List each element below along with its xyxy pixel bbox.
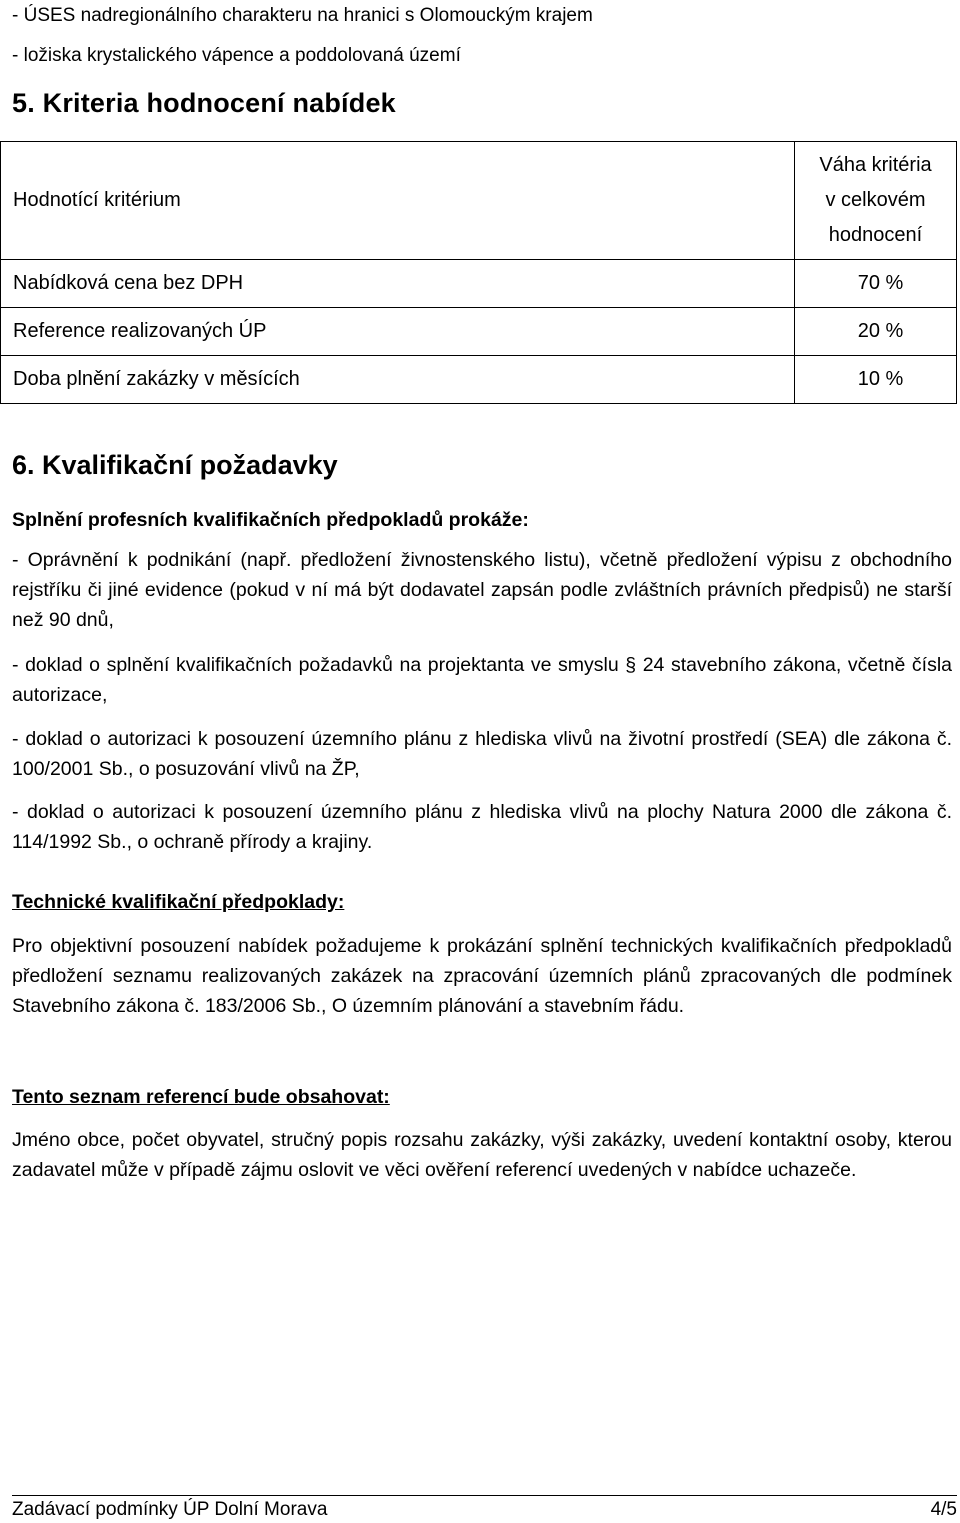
header-weight-line-2: v celkovém bbox=[825, 189, 926, 211]
criterion-cell: Reference realizovaných ÚP bbox=[1, 308, 795, 356]
requirement-item-2: - doklad o splnění kvalifikačních požadavků na projektanta ve smyslu § 24 stavebního zákona, včetně čísla autorizace, bbox=[12, 654, 952, 706]
table-row bbox=[1, 308, 957, 356]
intro-line-2: - ložiska krystalického vápence a poddolovaná území bbox=[12, 45, 461, 66]
requirement-item-1: - Oprávnění k podnikání (např. předložení živnostenského listu), včetně předložení výpisu z obchodního rejstříku či jiné evidence (pokud v ní má být dodavatel zapsán podle zvláštních právních předpisů) ne starší než 90 dnů, bbox=[12, 549, 952, 631]
references-heading: Tento seznam referencí bude obsahovat: bbox=[12, 1086, 390, 1108]
weight-value: 10 % bbox=[857, 368, 904, 390]
table-row bbox=[1, 356, 957, 404]
footer-document-title: Zadávací podmínky ÚP Dolní Morava bbox=[12, 1499, 328, 1520]
footer-page-number: 4/5 bbox=[930, 1499, 957, 1520]
header-weight-line-3: hodnocení bbox=[828, 224, 923, 246]
section-6-heading: 6. Kvalifikační požadavky bbox=[12, 450, 338, 480]
header-criterion: Hodnotící kritérium bbox=[1, 142, 795, 260]
weight-cell bbox=[795, 308, 957, 356]
criterion-cell: Nabídková cena bez DPH bbox=[1, 260, 795, 308]
section-5-heading: 5. Kriteria hodnocení nabídek bbox=[12, 88, 396, 118]
intro-line-1: - ÚSES nadregionálního charakteru na hranici s Olomouckým krajem bbox=[12, 5, 593, 26]
table-row bbox=[1, 260, 957, 308]
weight-value: 20 % bbox=[857, 320, 904, 342]
weight-cell bbox=[795, 356, 957, 404]
criterion-cell: Doba plnění zakázky v měsících bbox=[1, 356, 795, 404]
header-weight-line-1: Váha kritéria bbox=[819, 154, 932, 176]
footer-divider bbox=[12, 1495, 957, 1496]
technical-heading: Technické kvalifikační předpoklady: bbox=[12, 891, 345, 913]
references-text: Jméno obce, počet obyvatel, stručný popis rozsahu zakázky, výši zakázky, uvedení kontaktní osoby, kterou zadavatel může v případě zájmu oslovit ve věci ověření referencí uvedených v nabídce uchazeče. bbox=[12, 1129, 952, 1181]
header-weight bbox=[795, 142, 957, 260]
weight-value: 70 % bbox=[857, 272, 904, 294]
table-header-row bbox=[1, 142, 957, 260]
requirement-item-4: - doklad o autorizaci k posouzení územního plánu z hlediska vlivů na plochy Natura 2000 dle zákona č. 114/1992 Sb., o ochraně přírody a krajiny. bbox=[12, 801, 952, 853]
criteria-table bbox=[0, 141, 957, 404]
section-6-subheading: Splnění profesních kvalifikačních předpokladů prokáže: bbox=[12, 509, 529, 531]
requirement-item-3: - doklad o autorizaci k posouzení územního plánu z hlediska vlivů na životní prostředí (SEA) dle zákona č. 100/2001 Sb., o posuzování vlivů na ŽP, bbox=[12, 728, 952, 780]
technical-text: Pro objektivní posouzení nabídek požadujeme k prokázání splnění technických kvalifikačních předpokladů předložení seznamu realizovaných zakázek na zpracování územních plánů zpracovaných dle podmínek Stavebního zákona č. 183/2006 Sb., O územním plánování a stavebním řádu. bbox=[12, 935, 952, 1017]
weight-cell bbox=[795, 260, 957, 308]
page-footer bbox=[12, 1497, 957, 1523]
